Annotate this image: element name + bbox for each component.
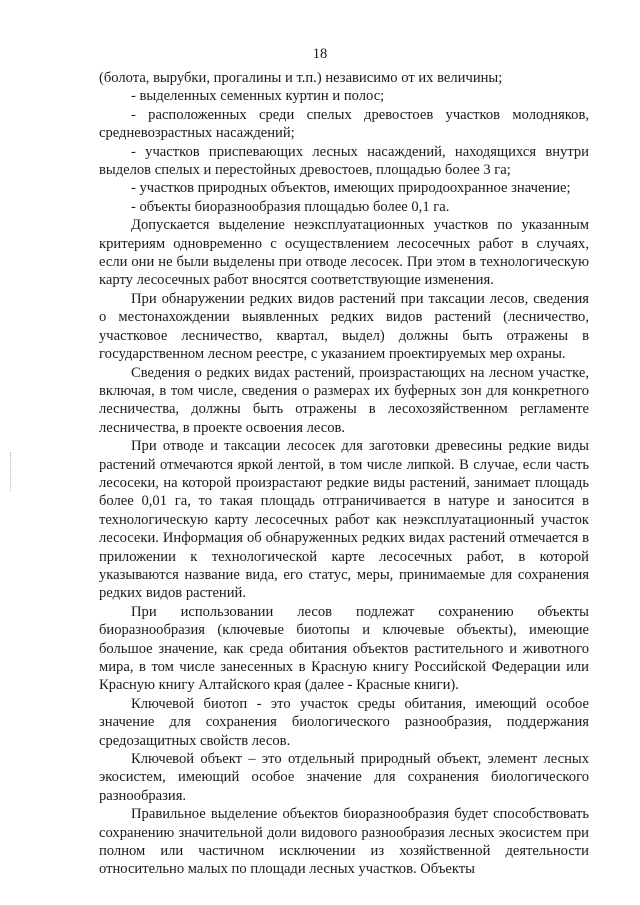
paragraph: При использовании лесов подлежат сохранению объекты биоразнообразия (ключевые биотопы и ключевые объекты), имеющие большое значение, как среда обитания объектов растительного и животного мира, в том числе занесенных в Красную книгу Российской Федерации или Красную книгу Алтайского края (далее - Красные книги). xyxy=(99,603,589,694)
paragraph: Ключевой объект – это отдельный природный объект, элемент лесных экосистем, имеющий особое значение для сохранения биологического разнообразия. xyxy=(99,751,589,804)
paragraph: Ключевой биотоп - это участок среды обитания, имеющий особое значение для сохранения биологического разнообразия, поддержания средозащитных свойств лесов. xyxy=(99,695,589,749)
list-item: - участков природных объектов, имеющих природоохранное значение; xyxy=(131,180,571,197)
margin-mark xyxy=(10,452,13,492)
paragraph: При отводе и таксации лесосек для заготовки древесины редкие виды растений отмечаются яркой лентой, в том числе липкой. В случае, если часть лесосеки, на которой произрастают редкие виды растений, занимает площадь более 0,01 га, то такая площадь отграничивается в натуре и заносится в технологическую карту лесосечных работ как неэксплуатационный участок лесосеки. Информация об обнаруженных редких видах растений отмечается в приложении к технологической карте лесосечных работ, в которой указываются название вида, его статус, меры, принимаемые для сохранения редких видов растений. xyxy=(99,438,589,602)
document-body xyxy=(99,69,589,879)
paragraph: Правильное выделение объектов биоразнообразия будет способствовать сохранению значительной доли видового разнообразия лесных экосистем при полном или частичном исключении из хозяйственной деятельности относительно малых по площади лесных участков. Объекты xyxy=(99,806,589,878)
paragraph: Сведения о редких видах растений, произрастающих на лесном участке, включая, в том числе, сведения о размерах их буферных зон для конкретного лесничества, должны быть отражены в лесохозяйственном регламенте лесничества, в проекте освоения лесов. xyxy=(99,364,589,436)
list-item: - участков приспевающих лесных насаждений, находящихся внутри выделов спелых и перестойных древостоев, площадью более 3 га; xyxy=(99,143,589,179)
paragraph: При обнаружении редких видов растений при таксации лесов, сведения о местонахождении выявленных редких видов растений (лесничество, участковое лесничество, квартал, выдел) должны быть отражены в государственном лесном реестре, с указанием проектируемых мер охраны. xyxy=(99,290,589,363)
list-item: - объекты биоразнообразия площадью более 0,1 га. xyxy=(131,198,450,215)
list-item: - расположенных среди спелых древостоев участков молодняков, средневозрастных насаждений; xyxy=(99,106,589,142)
paragraph: Допускается выделение неэксплуатационных участков по указанным критериям одновременно с осуществлением лесосечных работ в случаях, если они не были выделены при отводе лесосек. При этом в технологическую карту лесосечных работ вносятся соответствующие изменения. xyxy=(99,217,589,289)
page-number: 18 xyxy=(312,46,328,62)
paragraph-continuation: (болота, вырубки, прогалины и т.п.) независимо от их величины; xyxy=(99,70,503,86)
list-item: - выделенных семенных куртин и полос; xyxy=(131,88,385,105)
